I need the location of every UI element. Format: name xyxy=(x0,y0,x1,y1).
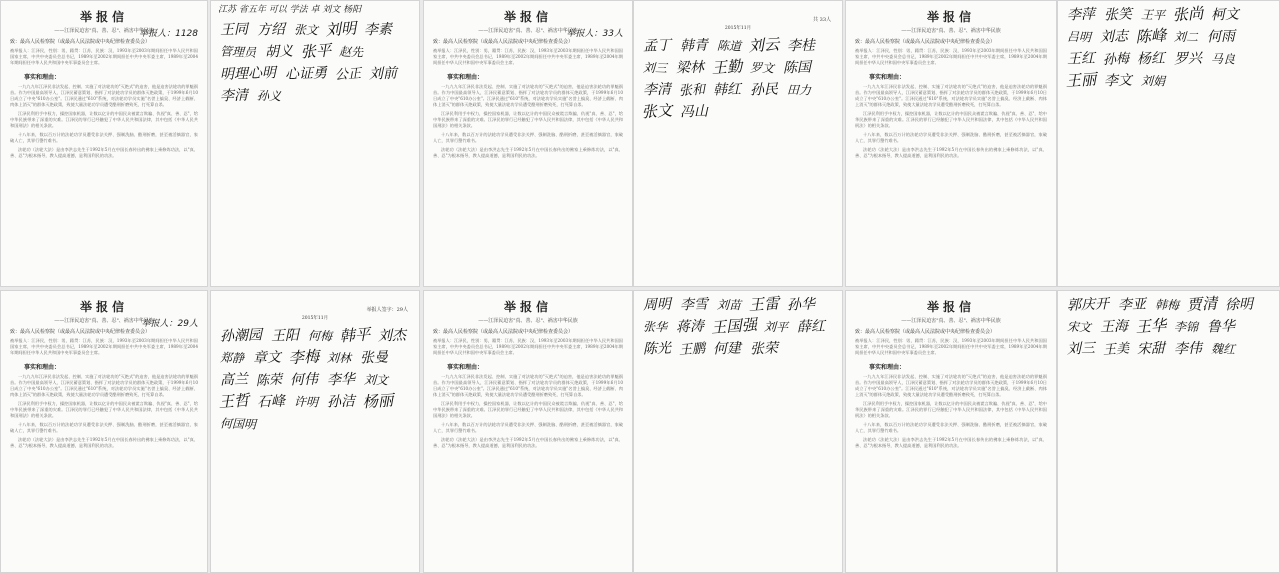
handwritten-signature: 赵先 xyxy=(338,44,364,60)
handwritten-signature: 王阳 xyxy=(270,327,300,345)
handwritten-signature: 王海 xyxy=(1099,318,1129,336)
handwritten-signature: 刘志 xyxy=(1099,28,1129,46)
handwritten-signature: 韩红 xyxy=(712,81,742,99)
handwritten-signature: 郭庆开 xyxy=(1066,296,1110,314)
body-paragraph: 十八年来，数以百万计的法轮功学员遭受非法关押、强制洗脑、酷刑折磨，甚至被活摘器官，家破人亡，其罪行罄竹难书。 xyxy=(433,422,623,433)
handwritten-signature: 鲁华 xyxy=(1206,318,1236,336)
handwritten-signature: 张曼 xyxy=(359,349,389,367)
handwritten-signature: 张笑 xyxy=(1103,6,1133,24)
handwritten-signature: 何伟 xyxy=(289,371,319,389)
handwritten-signature: 杨红 xyxy=(1136,50,1166,68)
handwritten-signature: 罗文 xyxy=(749,60,775,76)
body-paragraph: 法轮功（法轮大法）是由李洪志先生于1992年5月在中国长春传出的佛家上乘修炼功法，以"真、善、忍"为根本指导，教人提高道德，是利国利民的功法。 xyxy=(855,147,1047,158)
handwritten-signature: 杨丽 xyxy=(362,392,394,412)
letter-title: 举报信 xyxy=(79,10,128,24)
handwritten-signature: 何国明 xyxy=(219,416,257,432)
section-title: 事实和理由： xyxy=(447,364,484,371)
handwritten-signature: 李伟 xyxy=(1173,340,1203,358)
defendant-info: 被举报人：江泽民，性别：男，籍贯：江苏，民族：汉，1993年至2003年期间担任中华人民共和国国家主席，中共中央委员会总书记，1989年至2002年期间担任中共中央军委主席，1989年至2004年期间担任中华人民共和国中央军事委员会主席。 xyxy=(433,48,623,65)
section-title: 事实和理由： xyxy=(24,74,61,81)
handwritten-signature: 郑静 xyxy=(219,350,245,366)
letter-body xyxy=(10,374,198,449)
handwritten-signature: 高兰 xyxy=(219,371,249,389)
handwritten-signature: 刘前 xyxy=(368,65,398,83)
handwritten-signature: 刘林 xyxy=(326,350,352,366)
handwritten-signature: 张和 xyxy=(678,81,706,99)
handwritten-signature: 许明 xyxy=(293,394,319,410)
document-page xyxy=(633,0,843,287)
body-paragraph: 十八年来，数以百万计的法轮功学员遭受非法关押、强制洗脑、酷刑折磨，甚至被活摘器官，家破人亡，其罪行罄竹难书。 xyxy=(855,422,1047,433)
handwritten-signature: 李亚 xyxy=(1117,296,1147,314)
signature-list xyxy=(640,36,833,122)
handwritten-signature: 刘杰 xyxy=(377,327,407,345)
handwritten-signature: 张尚 xyxy=(1172,5,1204,25)
document-page xyxy=(1057,290,1280,573)
section-title: 事实和理由： xyxy=(869,74,906,81)
handwritten-signature: 陈峰 xyxy=(1135,27,1167,47)
handwritten-signature: 刘三 xyxy=(1066,340,1096,358)
handwritten-signature: 刘苗 xyxy=(716,297,742,313)
handwritten-signature: 罗兴 xyxy=(1173,50,1203,68)
defendant-info: 被举报人：江泽民，性别：男，籍贯：江苏，民族：汉，1993年至2003年期间担任中华人民共和国国家主席，中共中央委员会总书记，1989年至2002年期间担任中共中央军委主席，1989年至2004年期间担任中华人民共和国中央军事委员会主席。 xyxy=(433,338,623,355)
handwritten-signature: 何雨 xyxy=(1206,28,1236,46)
body-paragraph: 一九九九年江泽民非法发起、控制、实施了对法轮功的"灭绝式"的迫害，他是迫害法轮功的罪魁祸首。作为中国最高领导人，江泽民蓄意策划、指挥了对法轮功学员的群体灭绝政策，于1999年6月10日成立了中央"610办公室"。江泽民通过"610"系统，对法轮功学员实施"名誉上搞臭、经济上截断、肉体上消灭"的群体灭绝政策，致使大量法轮功学员遭受酷刑折磨致死，打死算自杀。 xyxy=(10,374,198,397)
letter-title: 举报信 xyxy=(926,300,975,314)
handwritten-signature: 孙义 xyxy=(256,88,282,104)
handwritten-signature: 李文 xyxy=(1103,72,1133,90)
defendant-info: 被举报人：江泽民，性别：男，籍贯：江苏，民族：汉，1993年至2003年期间担任中华人民共和国国家主席，中共中央委员会总书记，1989年至2002年期间担任中共中央军委主席，1989年至2004年期间担任中华人民共和国中央军事委员会主席。 xyxy=(855,338,1047,355)
document-page xyxy=(633,290,843,573)
handwritten-signature: 韩梅 xyxy=(1154,297,1180,313)
addressee: 致：最高人民检察院（或最高人民法院或中央纪律检查委员会） xyxy=(10,329,151,335)
document-page xyxy=(1057,0,1280,287)
handwritten-signature: 陈荣 xyxy=(255,371,283,389)
body-paragraph: 江泽民利用手中权力，操控国家机器，让数以亿计的中国民众被谎言欺骗、仇视"真、善、忍"，给中华民族带来了深重的灾难。江泽民的罪行已经触犯了中华人民共和国法律，其中包括《中华人民共和国刑法》的相关条款。 xyxy=(855,401,1047,418)
section-title: 事实和理由： xyxy=(447,74,484,81)
letter-date: 2015年11月 xyxy=(301,316,329,321)
letter-subtitle: ——江泽民迫害"真、善、忍"、祸害中华民族 xyxy=(901,318,1001,324)
signer-count-mark: 举报人：29人 xyxy=(141,319,198,329)
letter-body xyxy=(433,374,623,449)
document-page xyxy=(845,0,1057,287)
letter-title: 举报信 xyxy=(503,300,552,314)
handwritten-signature: 石峰 xyxy=(256,393,286,411)
handwritten-signature: 李梅 xyxy=(288,348,320,368)
handwritten-signature: 孙梅 xyxy=(1102,50,1130,68)
defendant-info: 被举报人：江泽民，性别：男，籍贯：江苏，民族：汉，1993年至2003年期间担任中华人民共和国国家主席，中共中央委员会总书记，1989年至2002年期间担任中共中央军委主席，1989年至2004年期间担任中华人民共和国中央军事委员会主席。 xyxy=(10,338,198,355)
document-page xyxy=(210,290,420,573)
handwritten-signature: 梁林 xyxy=(675,59,705,77)
handwritten-signature: 张文 xyxy=(640,102,673,122)
body-paragraph: 法轮功（法轮大法）是由李洪志先生于1992年5月在中国长春传出的佛家上乘修炼功法，以"真、善、忍"为根本指导，教人提高道德，是利国利民的功法。 xyxy=(10,147,198,158)
defendant-info: 被举报人：江泽民，性别：男，籍贯：江苏，民族：汉，1993年至2003年期间担任中华人民共和国国家主席，中共中央委员会总书记，1989年至2002年期间担任中共中央军委主席，1989年至2004年期间担任中华人民共和国中央军事委员会主席。 xyxy=(10,48,198,65)
handwritten-signature: 刘平 xyxy=(763,319,789,335)
handwritten-signature: 徐明 xyxy=(1224,296,1254,314)
addressee: 致：最高人民检察院（或最高人民法院或中央纪律检查委员会） xyxy=(10,39,151,45)
letter-title: 举报信 xyxy=(79,300,128,314)
handwritten-signature: 刘三 xyxy=(642,60,668,76)
signature-list xyxy=(217,326,410,434)
handwritten-signature: 心证勇 xyxy=(284,65,328,83)
handwritten-signature: 胡义 xyxy=(264,43,294,61)
handwritten-signature: 吕明 xyxy=(1066,29,1092,45)
handwritten-signature: 韩平 xyxy=(339,326,371,346)
letter-title: 举报信 xyxy=(503,10,552,24)
body-paragraph: 法轮功（法轮大法）是由李洪志先生于1992年5月在中国长春传出的佛家上乘修炼功法，以"真、善、忍"为根本指导，教人提高道德，是利国利民的功法。 xyxy=(433,437,623,448)
handwritten-signature: 孙民 xyxy=(749,81,779,99)
handwritten-signature: 贾清 xyxy=(1186,295,1218,315)
signature-list xyxy=(220,21,410,106)
handwritten-signature: 马良 xyxy=(1210,51,1236,67)
letter-subtitle: ——江泽民迫害"真、善、忍"、祸害中华民族 xyxy=(478,28,578,34)
addressee: 致：最高人民检察院（或最高人民法院或中央纪律检查委员会） xyxy=(433,39,574,45)
body-paragraph: 江泽民利用手中权力，操控国家机器，让数以亿计的中国民众被谎言欺骗、仇视"真、善、忍"，给中华民族带来了深重的灾难。江泽民的罪行已经触犯了中华人民共和国法律，其中包括《中华人民共和国刑法》的相关条款。 xyxy=(433,401,623,418)
handwritten-signature: 孟丁 xyxy=(642,37,672,55)
body-paragraph: 法轮功（法轮大法）是由李洪志先生于1992年5月在中国长春传出的佛家上乘修炼功法，以"真、善、忍"为根本指导，教人提高道德，是利国利民的功法。 xyxy=(855,437,1047,448)
handwritten-signature: 王雷 xyxy=(748,295,780,315)
body-paragraph: 一九九九年江泽民非法发起、控制、实施了对法轮功的"灭绝式"的迫害，他是迫害法轮功的罪魁祸首。作为中国最高领导人，江泽民蓄意策划、指挥了对法轮功学员的群体灭绝政策，于1999年6月10日成立了中央"610办公室"。江泽民通过"610"系统，对法轮功学员实施"名誉上搞臭、经济上截断、肉体上消灭"的群体灭绝政策，致使大量法轮功学员遭受酷刑折磨致死，打死算自杀。 xyxy=(433,84,623,107)
handwritten-signature: 李清 xyxy=(219,87,249,105)
handwritten-signature: 冯山 xyxy=(679,103,709,121)
handwritten-signature: 孙华 xyxy=(786,296,816,314)
handwritten-signature: 张文 xyxy=(293,22,319,38)
document-page xyxy=(0,0,208,287)
signature-list xyxy=(643,296,833,359)
handwritten-signature: 王美 xyxy=(1102,340,1130,358)
addressee: 致：最高人民检察院（或最高人民法院或中央纪律检查委员会） xyxy=(855,39,996,45)
handwritten-signature: 刘文 xyxy=(363,372,389,388)
handwritten-signature: 孙洁 xyxy=(326,393,356,411)
body-paragraph: 江泽民利用手中权力，操控国家机器，让数以亿计的中国民众被谎言欺骗、仇视"真、善、忍"，给中华民族带来了深重的灾难。江泽民的罪行已经触犯了中华人民共和国法律，其中包括《中华人民共和国刑法》的相关条款。 xyxy=(10,401,198,418)
handwritten-signature: 王国强 xyxy=(710,316,758,338)
body-paragraph: 一九九九年江泽民非法发起、控制、实施了对法轮功的"灭绝式"的迫害，他是迫害法轮功的罪魁祸首。作为中国最高领导人，江泽民蓄意策划、指挥了对法轮功学员的群体灭绝政策，于1999年6月10日成立了中央"610办公室"。江泽民通过"610"系统，对法轮功学员实施"名誉上搞臭、经济上截断、肉体上消灭"的群体灭绝政策，致使大量法轮功学员遭受酷刑折磨致死，打死算自杀。 xyxy=(855,84,1047,107)
addressee: 致：最高人民检察院（或最高人民法院或中央纪律检查委员会） xyxy=(433,329,574,335)
handwritten-signature: 刘云 xyxy=(748,36,780,56)
body-paragraph: 十八年来，数以百万计的法轮功学员遭受非法关押、强制洗脑、酷刑折磨，甚至被活摘器官，家破人亡，其罪行罄竹难书。 xyxy=(10,422,198,433)
document-page xyxy=(423,290,633,573)
handwritten-signature: 王勤 xyxy=(711,58,743,78)
handwritten-signature: 管理员 xyxy=(219,44,257,60)
handwritten-signature: 何梅 xyxy=(307,328,333,344)
handwritten-signature: 宋甜 xyxy=(1136,340,1166,358)
handwritten-signature: 李清 xyxy=(642,81,672,99)
handwritten-signature: 田力 xyxy=(786,82,812,98)
section-title: 事实和理由： xyxy=(24,364,61,371)
handwritten-signature: 王鹏 xyxy=(678,340,706,358)
letter-subtitle: ——江泽民迫害"真、善、忍"、祸害中华民族 xyxy=(54,28,154,34)
body-paragraph: 十八年来，数以百万计的法轮功学员遭受非法关押、强制洗脑、酷刑折磨，甚至被活摘器官，家破人亡，其罪行罄竹难书。 xyxy=(10,132,198,143)
signature-list xyxy=(1067,296,1270,359)
handwritten-signature: 魏红 xyxy=(1210,341,1236,357)
handwritten-signature: 明理心明 xyxy=(219,65,277,83)
document-page xyxy=(423,0,633,287)
handwritten-signature: 刘二 xyxy=(1173,29,1199,45)
signer-count-mark: 举报人：33人 xyxy=(566,29,623,39)
letter-subtitle: ——江泽民迫害"真、善、忍"、祸害中华民族 xyxy=(478,318,578,324)
body-paragraph: 一九九九年江泽民非法发起、控制、实施了对法轮功的"灭绝式"的迫害，他是迫害法轮功的罪魁祸首。作为中国最高领导人，江泽民蓄意策划、指挥了对法轮功学员的群体灭绝政策，于1999年6月10日成立了中央"610办公室"。江泽民通过"610"系统，对法轮功学员实施"名誉上搞臭、经济上截断、肉体上消灭"的群体灭绝政策，致使大量法轮功学员遭受酷刑折磨致死，打死算自杀。 xyxy=(10,84,198,107)
handwritten-signature: 方绍 xyxy=(256,21,286,39)
defendant-info: 被举报人：江泽民，性别：男，籍贯：江苏，民族：汉，1993年至2003年期间担任中华人民共和国国家主席，中共中央委员会总书记，1989年至2002年期间担任中共中央军委主席，1989年至2004年期间担任中华人民共和国中央军事委员会主席。 xyxy=(855,48,1047,65)
body-paragraph: 江泽民利用手中权力，操控国家机器，让数以亿计的中国民众被谎言欺骗、仇视"真、善、忍"，给中华民族带来了深重的灾难。江泽民的罪行已经触犯了中华人民共和国法律，其中包括《中华人民共和国刑法》的相关条款。 xyxy=(855,111,1047,128)
reporter-signature-line: 举报人签字：29人 xyxy=(366,307,408,313)
letter-title: 举报信 xyxy=(926,10,975,24)
reporter-signature-line: 共 33人 xyxy=(813,17,831,23)
handwritten-signature: 张平 xyxy=(300,42,332,62)
handwritten-signature: 王哲 xyxy=(217,392,250,412)
handwritten-signature: 宋文 xyxy=(1066,319,1092,335)
handwritten-signature: 孙潮园 xyxy=(219,327,263,345)
body-paragraph: 江泽民利用手中权力，操控国家机器，让数以亿计的中国民众被谎言欺骗、仇视"真、善、忍"，给中华民族带来了深重的灾难。江泽民的罪行已经触犯了中华人民共和国法律，其中包括《中华人民共和国刑法》的相关条款。 xyxy=(433,111,623,128)
letter-subtitle: ——江泽民迫害"真、善、忍"、祸害中华民族 xyxy=(901,28,1001,34)
handwritten-signature: 王平 xyxy=(1140,7,1166,23)
handwritten-signature: 柯文 xyxy=(1210,6,1240,24)
body-paragraph: 法轮功（法轮大法）是由李洪志先生于1992年5月在中国长春传出的佛家上乘修炼功法，以"真、善、忍"为根本指导，教人提高道德，是利国利民的功法。 xyxy=(10,437,198,448)
handwritten-signature: 张华 xyxy=(642,319,668,335)
handwritten-signature: 李雪 xyxy=(679,296,709,314)
handwritten-signature: 李萍 xyxy=(1066,6,1096,24)
body-paragraph: 江泽民利用手中权力，操控国家机器，让数以亿计的中国民众被谎言欺骗、仇视"真、善、忍"，给中华民族带来了深重的灾难。江泽民的罪行已经触犯了中华人民共和国法律，其中包括《中华人民共和国刑法》的相关条款。 xyxy=(10,111,198,128)
signer-count-mark: 举报人：1128 xyxy=(139,29,198,39)
body-paragraph: 法轮功（法轮大法）是由李洪志先生于1992年5月在中国长春传出的佛家上乘修炼功法，以"真、善、忍"为根本指导，教人提高道德，是利国利民的功法。 xyxy=(433,147,623,158)
handwritten-signature: 李华 xyxy=(326,371,356,389)
handwritten-annotation: 江苏 省五年 可以 学法 卓 刘文 杨阳 xyxy=(218,5,362,15)
signature-list xyxy=(1064,5,1270,91)
document-page xyxy=(845,290,1057,573)
handwritten-signature: 李桂 xyxy=(786,37,816,55)
letter-body xyxy=(855,84,1047,159)
handwritten-signature: 陈国 xyxy=(782,59,812,77)
handwritten-signature: 周明 xyxy=(642,296,672,314)
handwritten-signature: 李素 xyxy=(363,21,393,39)
handwritten-signature: 薛红 xyxy=(796,318,826,336)
handwritten-signature: 陈道 xyxy=(716,38,742,54)
handwritten-signature: 王红 xyxy=(1066,50,1096,68)
letter-body xyxy=(855,374,1047,449)
handwritten-signature: 李锦 xyxy=(1173,319,1199,335)
letter-date: 2015年11月 xyxy=(724,26,752,31)
handwritten-signature: 王同 xyxy=(219,21,249,39)
handwritten-signature: 蒋涛 xyxy=(675,318,705,336)
letter-body xyxy=(10,84,198,159)
section-title: 事实和理由： xyxy=(869,364,906,371)
handwritten-signature: 刘娟 xyxy=(1140,73,1166,89)
handwritten-signature: 公正 xyxy=(334,65,362,83)
handwritten-signature: 刘明 xyxy=(325,20,357,40)
handwritten-signature: 王丽 xyxy=(1064,71,1097,91)
document-page xyxy=(210,0,420,287)
body-paragraph: 十八年来，数以百万计的法轮功学员遭受非法关押、强制洗脑、酷刑折磨，甚至被活摘器官，家破人亡，其罪行罄竹难书。 xyxy=(855,132,1047,143)
letter-body xyxy=(433,84,623,159)
document-page xyxy=(0,290,208,573)
handwritten-signature: 章文 xyxy=(252,349,282,367)
letter-subtitle: ——江泽民迫害"真、善、忍"、祸害中华民族 xyxy=(54,318,154,324)
handwritten-signature: 王华 xyxy=(1135,317,1167,337)
handwritten-signature: 张荣 xyxy=(749,340,779,358)
body-paragraph: 一九九九年江泽民非法发起、控制、实施了对法轮功的"灭绝式"的迫害，他是迫害法轮功的罪魁祸首。作为中国最高领导人，江泽民蓄意策划、指挥了对法轮功学员的群体灭绝政策，于1999年6月10日成立了中央"610办公室"。江泽民通过"610"系统，对法轮功学员实施"名誉上搞臭、经济上截断、肉体上消灭"的群体灭绝政策，致使大量法轮功学员遭受酷刑折磨致死，打死算自杀。 xyxy=(855,374,1047,397)
body-paragraph: 十八年来，数以百万计的法轮功学员遭受非法关押、强制洗脑、酷刑折磨，甚至被活摘器官，家破人亡，其罪行罄竹难书。 xyxy=(433,132,623,143)
handwritten-signature: 陈光 xyxy=(642,340,672,358)
handwritten-signature: 韩青 xyxy=(679,37,709,55)
body-paragraph: 一九九九年江泽民非法发起、控制、实施了对法轮功的"灭绝式"的迫害，他是迫害法轮功的罪魁祸首。作为中国最高领导人，江泽民蓄意策划、指挥了对法轮功学员的群体灭绝政策，于1999年6月10日成立了中央"610办公室"。江泽民通过"610"系统，对法轮功学员实施"名誉上搞臭、经济上截断、肉体上消灭"的群体灭绝政策，致使大量法轮功学员遭受酷刑折磨致死，打死算自杀。 xyxy=(433,374,623,397)
handwritten-signature: 何建 xyxy=(712,340,742,358)
addressee: 致：最高人民检察院（或最高人民法院或中央纪律检查委员会） xyxy=(855,329,996,335)
